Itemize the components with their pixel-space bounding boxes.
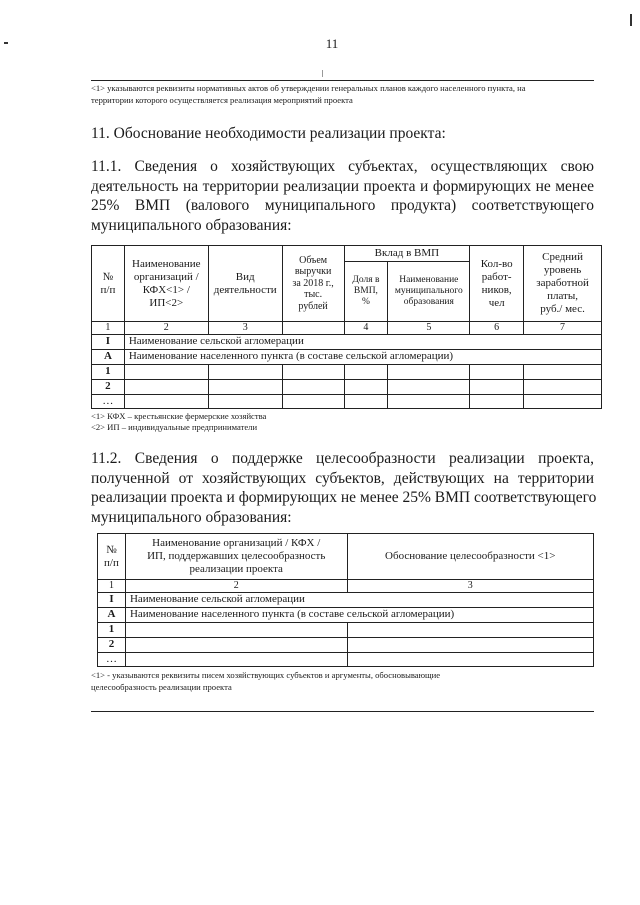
header-text: платы, xyxy=(547,290,578,302)
scan-speck xyxy=(630,14,632,26)
header-text: ников, xyxy=(481,283,512,296)
row-num: … xyxy=(98,652,126,666)
header-num xyxy=(92,246,125,322)
top-footnote-line1: <1> указываются реквизиты нормативных актов об утверждении генеральных планов каждого населенного пункта, на xyxy=(91,83,526,93)
top-rule xyxy=(91,80,594,81)
scan-speck xyxy=(322,70,323,77)
row-settlement-text: Наименование населенного пункта (в составе сельской агломерации) xyxy=(124,349,601,364)
col-number: 3 xyxy=(347,580,594,593)
row-num: I xyxy=(92,334,125,349)
table2-note-line1: <1> - указываются реквизиты писем хозяйствующих субъектов и аргументы, обосновывающие xyxy=(91,670,441,680)
table1-note-1: <1> КФХ – крестьянские фермерские хозяйства xyxy=(91,411,267,421)
header-text: ВМП, xyxy=(353,286,378,296)
header-org-name xyxy=(125,534,347,580)
table-cell xyxy=(282,364,344,379)
table-cell xyxy=(344,364,388,379)
col-number: 1 xyxy=(92,322,125,335)
row-agglomeration-text: Наименование сельской агломерации xyxy=(124,334,601,349)
subsection-2-text xyxy=(91,449,597,527)
table-cell xyxy=(470,394,524,408)
table-row xyxy=(98,637,594,652)
col-number: 6 xyxy=(470,322,524,335)
table-row xyxy=(98,652,594,666)
header-revenue xyxy=(282,246,344,322)
subsection-2-line: полученной от хозяйствующих субъектов, действующих на территории xyxy=(91,469,594,487)
table-row xyxy=(92,379,602,394)
table-cell xyxy=(524,364,602,379)
header-text: образования xyxy=(403,297,454,307)
table-cell xyxy=(470,379,524,394)
col-number: 5 xyxy=(388,322,470,335)
col-number: 7 xyxy=(524,322,602,335)
table-cell xyxy=(388,379,470,394)
table-cell xyxy=(282,394,344,408)
table-cell xyxy=(124,379,208,394)
header-text: заработной xyxy=(536,277,589,289)
table-cell xyxy=(208,379,282,394)
scan-speck xyxy=(4,42,8,44)
subsection-2-line: реализации проекта и формирующих не менее 25% ВМП соответствующего xyxy=(91,489,597,506)
table-cell xyxy=(347,652,594,666)
header-text: реализации проекта xyxy=(189,563,283,575)
col-number: 2 xyxy=(124,322,208,335)
column-numbers-row xyxy=(92,322,602,335)
table-cell xyxy=(125,637,347,652)
header-text: выручки xyxy=(294,266,332,278)
header-text: работ- xyxy=(481,270,512,283)
header-text: руб./ мес. xyxy=(540,303,585,315)
subsection-1-line: 11.1. Сведения о хозяйствующих субъектах, осуществляющих свою xyxy=(91,158,594,175)
table-cell xyxy=(125,652,347,666)
header-text: организаций / xyxy=(133,270,199,283)
table-row xyxy=(98,622,594,637)
header-text: № xyxy=(102,270,114,283)
subsection-1-line: муниципального образования: xyxy=(91,216,292,234)
header-workers xyxy=(470,246,524,322)
row-agglomeration-text: Наименование сельской агломерации xyxy=(125,592,593,607)
header-municipality xyxy=(388,262,470,322)
header-text: п/п xyxy=(100,283,116,296)
header-text: за 2018 г., xyxy=(292,277,334,289)
header-text: № xyxy=(106,543,117,556)
header-text: ИП<2> xyxy=(149,296,184,309)
table-cell xyxy=(347,637,594,652)
header-text: уровень xyxy=(543,264,582,276)
table-cell xyxy=(344,394,388,408)
support-table xyxy=(97,533,594,667)
header-text: муниципального xyxy=(394,286,463,296)
row-num: 1 xyxy=(92,364,125,379)
table1-note-2: <2> ИП – индивидуальные предприниматели xyxy=(91,422,258,432)
row-num: I xyxy=(98,592,126,607)
col-number: 2 xyxy=(125,580,347,593)
header-salary xyxy=(524,246,602,322)
col-number xyxy=(282,322,344,335)
header-text: Средний xyxy=(542,251,583,263)
header-text: Наименование xyxy=(399,275,459,285)
header-activity xyxy=(208,246,282,322)
header-contribution: Вклад в ВМП xyxy=(344,246,470,262)
subsection-2-line: муниципального образования: xyxy=(91,508,292,526)
table-row xyxy=(98,607,594,622)
table-cell xyxy=(388,394,470,408)
row-num: 2 xyxy=(92,379,125,394)
header-text: Вид xyxy=(235,270,255,283)
top-footnote-line2: территории которого осуществляется реализация мероприятий проекта xyxy=(91,95,353,105)
header-text: ИП, поддержавших целесообразность xyxy=(147,550,326,562)
header-text: % xyxy=(361,297,370,307)
table-cell xyxy=(344,379,388,394)
header-num xyxy=(98,534,126,580)
col-number: 3 xyxy=(208,322,282,335)
header-text: Объем xyxy=(299,254,328,266)
col-number: 4 xyxy=(344,322,388,335)
table-row xyxy=(92,349,602,364)
table2-note-line2: целесообразность реализации проекта xyxy=(91,682,232,692)
header-text: тыс. xyxy=(304,289,323,301)
header-text: рублей xyxy=(298,300,328,312)
row-num: 1 xyxy=(98,622,126,637)
header-text: чел xyxy=(488,296,505,309)
section-title: 11. Обоснование необходимости реализации проекта: xyxy=(91,125,446,142)
table-cell xyxy=(124,394,208,408)
subsection-2-line: 11.2. Сведения о поддержке целесообразности реализации проекта, xyxy=(91,450,594,467)
header-text: Наименование организаций / КФХ / xyxy=(152,537,321,549)
table-cell xyxy=(524,379,602,394)
table-row xyxy=(92,364,602,379)
header-text: КФХ<1> / xyxy=(142,283,190,296)
col-number: 1 xyxy=(98,580,126,593)
table-cell xyxy=(524,394,602,408)
header-justification: Обоснование целесообразности <1> xyxy=(347,534,594,580)
row-num: 2 xyxy=(98,637,126,652)
row-num: … xyxy=(92,394,125,408)
subsection-1-text xyxy=(91,157,594,235)
business-entities-table xyxy=(91,245,602,409)
table-cell xyxy=(282,379,344,394)
header-text: Наименование xyxy=(132,257,201,270)
header-text: деятельности xyxy=(213,283,277,296)
table-cell xyxy=(347,622,594,637)
table-cell xyxy=(208,394,282,408)
row-num: А xyxy=(98,607,126,622)
table-row xyxy=(98,592,594,607)
column-numbers-row xyxy=(98,580,594,593)
table-cell xyxy=(125,622,347,637)
header-text: Кол-во xyxy=(480,257,513,270)
row-num: А xyxy=(92,349,125,364)
row-settlement-text: Наименование населенного пункта (в составе сельской агломерации) xyxy=(125,607,593,622)
subsection-1-line: деятельность на территории реализации проекта и формирующих не менее xyxy=(91,177,594,195)
header-share xyxy=(344,262,388,322)
header-org-name xyxy=(124,246,208,322)
page-number: 11 xyxy=(325,36,339,51)
table-cell xyxy=(124,364,208,379)
table-cell xyxy=(470,364,524,379)
table-cell xyxy=(208,364,282,379)
header-text: п/п xyxy=(104,556,119,569)
table-row xyxy=(92,394,602,408)
table-row xyxy=(92,334,602,349)
bottom-rule xyxy=(91,711,594,712)
header-text: Доля в xyxy=(352,275,380,285)
subsection-1-line: 25% ВМП (валового муниципального продукта) соответствующего xyxy=(91,197,594,214)
table-cell xyxy=(388,364,470,379)
